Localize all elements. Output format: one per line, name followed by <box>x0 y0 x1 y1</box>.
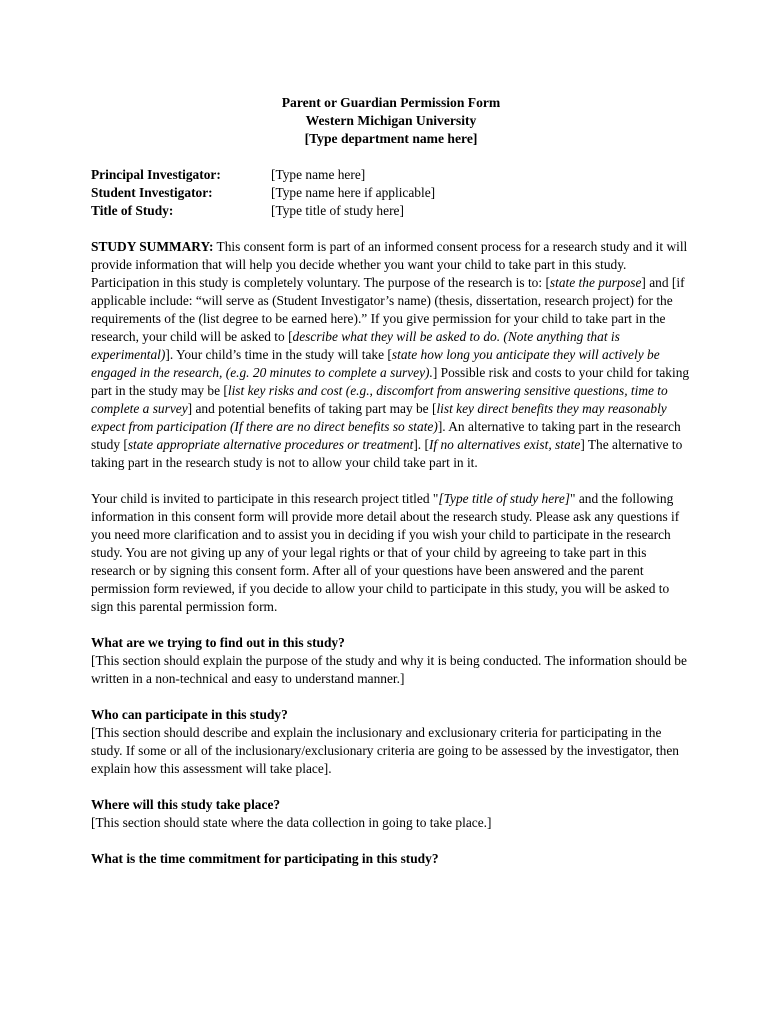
student-investigator-value: [Type name here if applicable] <box>271 185 436 200</box>
section-heading: Who can participate in this study? <box>91 707 288 722</box>
principal-investigator-row <box>91 166 691 184</box>
summary-text: ]. [ <box>413 437 429 452</box>
study-summary <box>91 238 691 472</box>
summary-text: ] and [if applicable include: “will serve as (Student Investigator’s name) (thesis, dissertation, research project) for the requirements of the (list degree to be earned here).” If you give permission for your child to take part in the research, your child will be asked to [ <box>91 275 685 344</box>
invitation-paragraph <box>91 490 691 616</box>
section-time-commitment <box>91 850 691 868</box>
summary-italic: list key risks and cost (e.g., discomfort from answering sensitive questions, time to complete a survey <box>91 383 668 416</box>
student-investigator-label: Student Investigator: <box>91 185 213 200</box>
summary-italic: state how long you anticipate they will actively be engaged in the research, (e.g. 20 minutes to complete a survey). <box>91 347 660 380</box>
principal-investigator-value: [Type name here] <box>271 167 366 182</box>
invitation-italic: [Type title of study here] <box>438 491 571 506</box>
student-investigator-row <box>91 184 691 202</box>
form-header <box>91 94 691 148</box>
form-title: Parent or Guardian Permission Form <box>281 95 501 110</box>
invitation-text: " and the following information in this consent form will provide more detail about the research study. Please ask any questions if you need more clarification and to assist you in deciding if you wish your child to participate in the research study. You are not giving up any of your legal rights or that of your child by agreeing to take part in this research or by signing this consent form. After all of your questions have been answered and the parent permission form reviewed, if you decide to allow your child to participate in this study, you will be asked to sign this parental permission form. <box>91 491 680 614</box>
summary-italic: state the purpose <box>549 275 642 290</box>
section-location <box>91 796 691 832</box>
section-body: [This section should state where the data collection in going to take place.] <box>91 815 492 830</box>
summary-text: ] The alternative to taking part in the research study is not to allow your child take part in it. <box>91 437 683 470</box>
summary-italic: state appropriate alternative procedures or treatment <box>127 437 414 452</box>
summary-text: ]. An alternative to taking part in the research study [ <box>91 419 681 452</box>
section-purpose <box>91 634 691 688</box>
study-title-value: [Type title of study here] <box>271 203 404 218</box>
summary-italic: list key direct benefits they may reasonably expect from participation (If there are no direct benefits so state) <box>91 401 667 434</box>
summary-text: ]. Your child’s time in the study will take [ <box>165 347 392 362</box>
study-title-row <box>91 202 691 220</box>
department-name: [Type department name here] <box>304 131 478 146</box>
section-heading: What are we trying to find out in this study? <box>91 635 345 650</box>
section-heading: What is the time commitment for participating in this study? <box>91 851 439 866</box>
study-summary-heading: STUDY SUMMARY: <box>91 239 214 254</box>
principal-investigator-label: Principal Investigator: <box>91 167 221 182</box>
section-heading: Where will this study take place? <box>91 797 281 812</box>
summary-text: ] Possible risk and costs to your child for taking part in the study may be [ <box>91 365 690 398</box>
section-body: [This section should explain the purpose of the study and why it is being conducted. The information should be written in a non-technical and easy to understand manner.] <box>91 653 687 686</box>
summary-italic: If no alternatives exist, state <box>428 437 581 452</box>
summary-italic: describe what they will be asked to do. (Note anything that is experimental) <box>91 329 620 362</box>
summary-text: ] and potential benefits of taking part may be [ <box>187 401 437 416</box>
document-page <box>91 94 691 868</box>
summary-text: This consent form is part of an informed consent process for a research study and it will provide information that will help you decide whether you want your child to take part in this study. Participation in this study is completely voluntary. The purpose of the research is to: [ <box>91 239 688 290</box>
study-title-label: Title of Study: <box>91 203 174 218</box>
invitation-text: Your child is invited to participate in this research project titled " <box>91 491 439 506</box>
section-body: [This section should describe and explain the inclusionary and exclusionary criteria for participating in the study. If some or all of the inclusionary/exclusionary criteria are going to be assessed by the investigator, then explain how this assessment will take place]. <box>91 725 679 776</box>
section-participants <box>91 706 691 778</box>
investigator-block <box>91 166 691 220</box>
university-name: Western Michigan University <box>305 113 477 128</box>
